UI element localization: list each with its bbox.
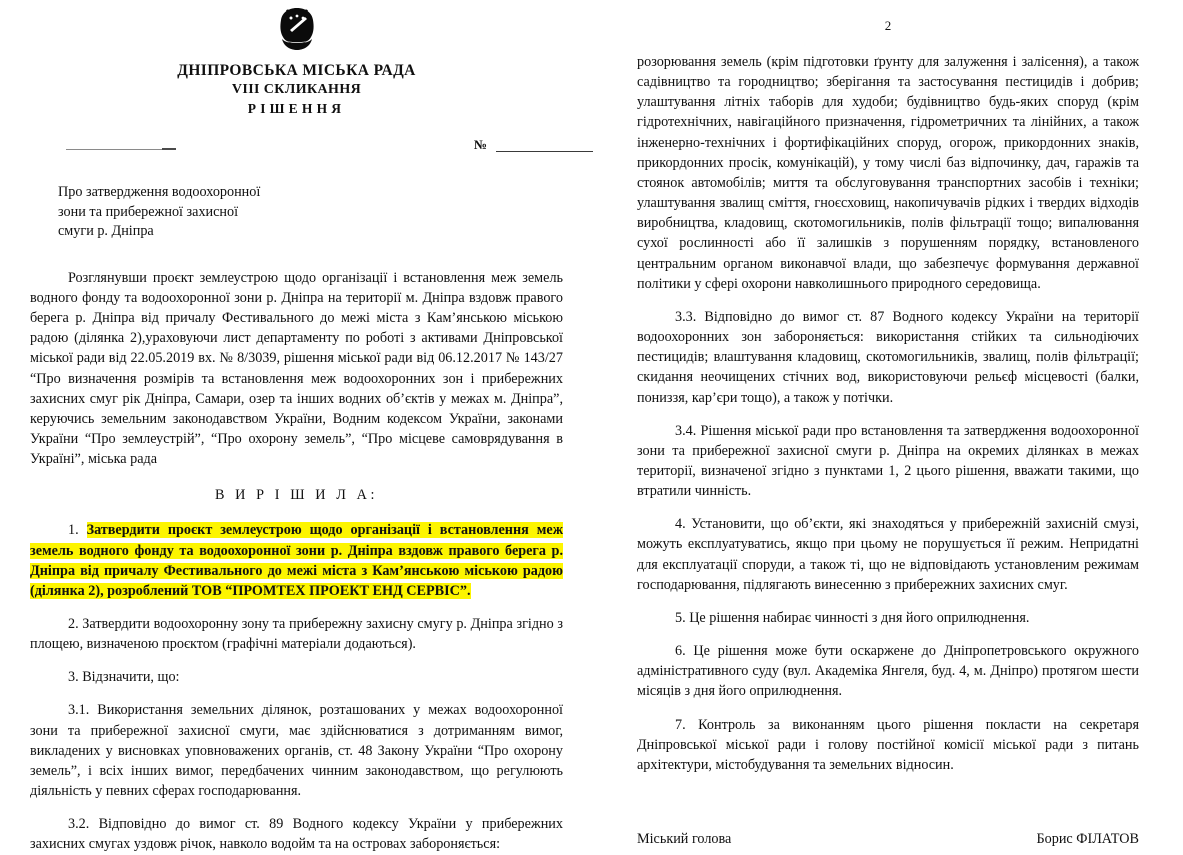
item-1-number: 1. bbox=[68, 522, 79, 539]
item-3-2-paragraph: 3.2. Відповідно до вимог ст. 89 Водного кодексу України у прибережних захисних смугах уздовж річок, навколо водойм та на островах забороняється: bbox=[30, 816, 563, 853]
date-blank-rule-end bbox=[162, 148, 176, 150]
emblem-container bbox=[30, 0, 563, 57]
date-blank-rule bbox=[66, 149, 162, 150]
item-3-4-paragraph: 3.4. Рішення міської ради про встановлення та затвердження водоохоронної зони та прибережної захисної смуги р. Дніпра на окремих ділянках в межах території, визначеної згідно з пунктами 1, 2 цього рішення, вважати такими, що втратили чинність. bbox=[637, 422, 1139, 500]
page-1-body bbox=[30, 268, 563, 855]
number-blank-rule bbox=[496, 151, 600, 152]
item-1-paragraph bbox=[30, 520, 563, 601]
subject-line-3: смуги р. Дніпра bbox=[58, 223, 154, 240]
org-line-2: VIII СКЛИКАННЯ bbox=[231, 81, 362, 97]
item-5-paragraph: 5. Це рішення набирає чинності з дня його оприлюднення. bbox=[675, 609, 1030, 626]
resolved-heading: В И Р І Ш И Л А: bbox=[214, 487, 379, 504]
item-3-3-paragraph: 3.3. Відповідно до вимог ст. 87 Водного кодексу України на території водоохоронних зон забороняється: використання стійких та сильнодіючих пестицидів; влаштування кладовищ, скотомогильників, звалищ, полів фільтрації; скидання неочищених стічних вод, використовуючи рельєф місцевості (балки, пониззя, кар’єри тощо), а також у потічки. bbox=[637, 308, 1139, 406]
dnipro-city-coat-of-arms-icon bbox=[274, 6, 320, 52]
signature-block bbox=[637, 831, 1139, 848]
item-7-paragraph: 7. Контроль за виконанням цього рішення покласти на секретаря Дніпровської міської ради і голову постійної комісії міської ради з питань архітектури, містобудування та земельних відносин. bbox=[637, 716, 1139, 773]
org-line-3: РІШЕННЯ bbox=[247, 100, 346, 116]
subject-line-2: зони та прибережної захисної bbox=[58, 203, 239, 220]
item-6-paragraph: 6. Це рішення може бути оскаржене до Дніпропетровського окружного адміністративного суду (вул. Академіка Янгеля, буд. 4, м. Дніпро) протягом шести місяців з дня його оприлюднення. bbox=[637, 643, 1139, 700]
signature-name: Борис ФІЛАТОВ bbox=[1036, 831, 1139, 847]
preamble-paragraph: Розглянувши проєкт землеустрою щодо організації і встановлення меж земель водного фонду та водоохоронної зони р. Дніпра на території м. Дніпра вздовж правого берега р. Дніпра від причалу Фестивального до межі міста з Кам’янською міською радою (ділянка 2),ураховуючи лист департаменту по роботі з активами Дніпровської міської ради від 22.05.2019 вх. № 8/3039, рішення міської ради від 06.12.2017 № 143/27 “Про визначення розмірів та встановлення меж водоохоронних зон і прибережних захисних смуг рік Дніпра, Самари, озер та інших водних об’єктів у межах м. Дніпра”, керуючись земельним законодавством України, Водним кодексом України, законами України “Про землеустрій”, “Про охорону земель”, “Про місцеве самоврядування в Україні”, міська рада bbox=[30, 269, 563, 468]
item-1-highlighted-text: Затвердити проєкт землеустрою щодо організації і встановлення меж земель водного фонду та водоохоронної зони р. Дніпра вздовж правого берега р. Дніпра від причалу Фестивального до межі міста з Кам’янською міською радою (ділянка 2), розроблений ТОВ “ПРОМТЕХ ПРОЕКТ ЕНД СЕРВІС”. bbox=[30, 522, 563, 599]
organization-title bbox=[30, 61, 563, 117]
page-2-body bbox=[637, 52, 1139, 848]
item-4-paragraph: 4. Установити, що об’єкти, які знаходяться у прибережній захисній смузі, можуть експлуатуватись, якщо при цьому не порушується її режим. Непридатні для експлуатації споруди, а також ті, що не відповідають установленим режимам господарювання, підлягають винесенню з прибережних захисних смуг. bbox=[637, 516, 1139, 593]
number-symbol-label: № bbox=[474, 137, 488, 152]
org-line-1: ДНІПРОВСЬКА МІСЬКА РАДА bbox=[177, 62, 416, 79]
item-3-paragraph: 3. Відзначити, що: bbox=[68, 669, 180, 686]
date-number-line bbox=[30, 131, 563, 161]
page-number: 2 bbox=[884, 18, 892, 33]
document-page-2 bbox=[593, 0, 1183, 847]
document-subject bbox=[58, 183, 328, 242]
item-3-1-paragraph: 3.1. Використання земельних ділянок, розташованих у межах водоохоронної зони та прибережної захисної смуги, має здійснюватися з дотриманням вимог, викладених у висновках уповноважених органів, ст. 48 Закону України “Про охорону земель”, і всіх інших вимог, передбачених чинним законодавством, що регулюють діяльність у певних сферах господарювання. bbox=[30, 702, 563, 800]
signature-title: Міський голова bbox=[637, 831, 732, 847]
subject-line-1: Про затвердження водоохоронної bbox=[58, 184, 261, 200]
item-2-paragraph: 2. Затвердити водоохоронну зону та прибережну захисну смугу р. Дніпра згідно з площею, визначеною проєктом (графічні матеріали додаються). bbox=[30, 615, 563, 653]
item-3-2-continued-paragraph: розорювання земель (крім підготовки ґрунту для залуження і залісення), а також садівництво та городництво; зберігання та застосування пестицидів і добрив; улаштування літніх таборів для худоби; будівництво будь-яких споруд (крім гідротехнічних, навігаційного призначення, гідрометричних та лінійних, а також інженерно-технічних і фортифікаційних споруд, огорож, прикордонних знаків, прикордонних просік, комунікацій), у тому числі баз відпочинку, дач, гаражів та стоянок автомобілів; миття та обслуговування транспортних засобів і техніки; улаштування звалищ сміття, гноєсховищ, накопичувачів рідких і твердих відходів виробництва, кладовищ, скотомогильників, полів фільтрації тощо; випалювання сухої рослинності або її залишків з порушенням порядку, встановленого центральним органом виконавчої влади, що забезпечує формування державної політики у сфері охорони навколишнього природного середовища. bbox=[637, 54, 1139, 292]
